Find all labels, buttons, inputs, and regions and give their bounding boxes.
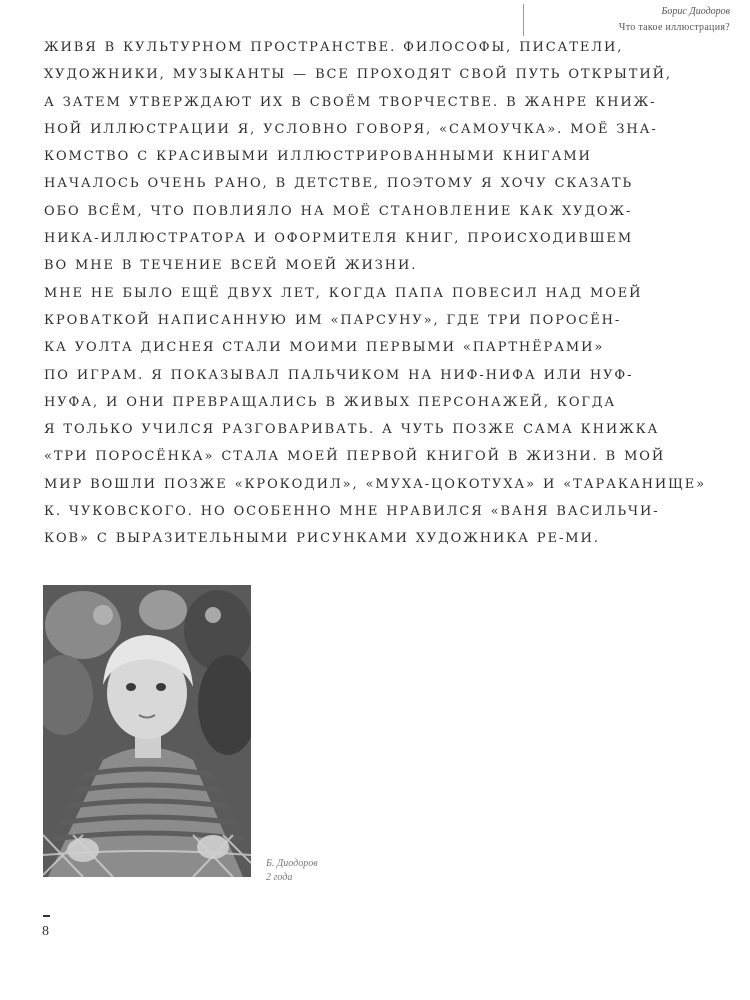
- running-head-book-title: Что такое иллюстрация?: [618, 22, 730, 33]
- body-line: А ЗАТЕМ УТВЕРЖДАЮТ ИХ В СВОЁМ ТВОРЧЕСТВЕ. В ЖАНРЕ КНИЖ-: [44, 94, 657, 110]
- body-text: [44, 34, 707, 553]
- body-line: ЖИВЯ В КУЛЬТУРНОМ ПРОСТРАНСТВЕ. ФИЛОСОФЫ, ПИСАТЕЛИ,: [44, 40, 624, 55]
- body-line: Я ТОЛЬКО УЧИЛСЯ РАЗГОВАРИВАТЬ. А ЧУТЬ ПОЗЖЕ САМА КНИЖКА: [44, 422, 660, 438]
- body-line: ПО ИГРАМ. Я ПОКАЗЫВАЛ ПАЛЬЧИКОМ НА НИФ-НИФА ИЛИ НУФ-: [44, 367, 634, 383]
- body-line: МИР ВОШЛИ ПОЗЖЕ «КРОКОДИЛ», «МУХА-ЦОКОТУХА» И «ТАРАКАНИЩЕ»: [44, 476, 707, 492]
- body-line: ОБО ВСЁМ, ЧТО ПОВЛИЯЛО НА МОЁ СТАНОВЛЕНИЕ КАК ХУДОЖ-: [44, 203, 633, 219]
- caption-name: Б. Диодоров: [266, 858, 318, 869]
- caption-age: 2 года: [266, 872, 293, 883]
- body-line: КОВ» С ВЫРАЗИТЕЛЬНЫМИ РИСУНКАМИ ХУДОЖНИКА РЕ-МИ.: [44, 531, 600, 547]
- body-line: НОЙ ИЛЛЮСТРАЦИИ Я, УСЛОВНО ГОВОРЯ, «САМОУЧКА». МОЁ ЗНА-: [44, 121, 658, 137]
- photo-caption: [266, 857, 318, 885]
- body-line: КА УОЛТА ДИСНЕЯ СТАЛИ МОИМИ ПЕРВЫМИ «ПАРТНЁРАМИ»: [44, 340, 605, 356]
- running-head: [523, 4, 730, 36]
- body-line: К. ЧУКОВСКОГО. НО ОСОБЕННО МНЕ НРАВИЛСЯ «ВАНЯ ВАСИЛЬЧИ-: [44, 504, 660, 520]
- body-line: КОМСТВО С КРАСИВЫМИ ИЛЛЮСТРИРОВАННЫМИ КНИГАМИ: [44, 149, 592, 165]
- running-head-author: Борис Диодоров: [661, 6, 730, 17]
- body-line: НИКА-ИЛЛЮСТРАТОРА И ОФОРМИТЕЛЯ КНИГ, ПРОИСХОДИВШЕМ: [44, 231, 634, 247]
- body-line: МНЕ НЕ БЫЛО ЕЩЁ ДВУХ ЛЕТ, КОГДА ПАПА ПОВЕСИЛ НАД МОЕЙ: [44, 285, 643, 301]
- body-line: «ТРИ ПОРОСЁНКА» СТАЛА МОЕЙ ПЕРВОЙ КНИГОЙ В ЖИЗНИ. В МОЙ: [44, 449, 666, 465]
- body-line: НАЧАЛОСЬ ОЧЕНЬ РАНО, В ДЕТСТВЕ, ПОЭТОМУ Я ХОЧУ СКАЗАТЬ: [44, 176, 634, 192]
- body-line: КРОВАТКОЙ НАПИСАННУЮ ИМ «ПАРСУНУ», ГДЕ ТРИ ПОРОСЁН-: [44, 312, 622, 328]
- body-line: НУФА, И ОНИ ПРЕВРАЩАЛИСЬ В ЖИВЫХ ПЕРСОНАЖЕЙ, КОГДА: [44, 394, 617, 410]
- body-line: ВО МНЕ В ТЕЧЕНИЕ ВСЕЙ МОЕЙ ЖИЗНИ.: [44, 258, 418, 274]
- child-portrait-photo: [43, 585, 251, 877]
- page-number: 8: [42, 924, 49, 939]
- body-line: ХУДОЖНИКИ, МУЗЫКАНТЫ — ВСЕ ПРОХОДЯТ СВОЙ ПУТЬ ОТКРЫТИЙ,: [44, 67, 672, 83]
- folio-mark: [43, 915, 50, 917]
